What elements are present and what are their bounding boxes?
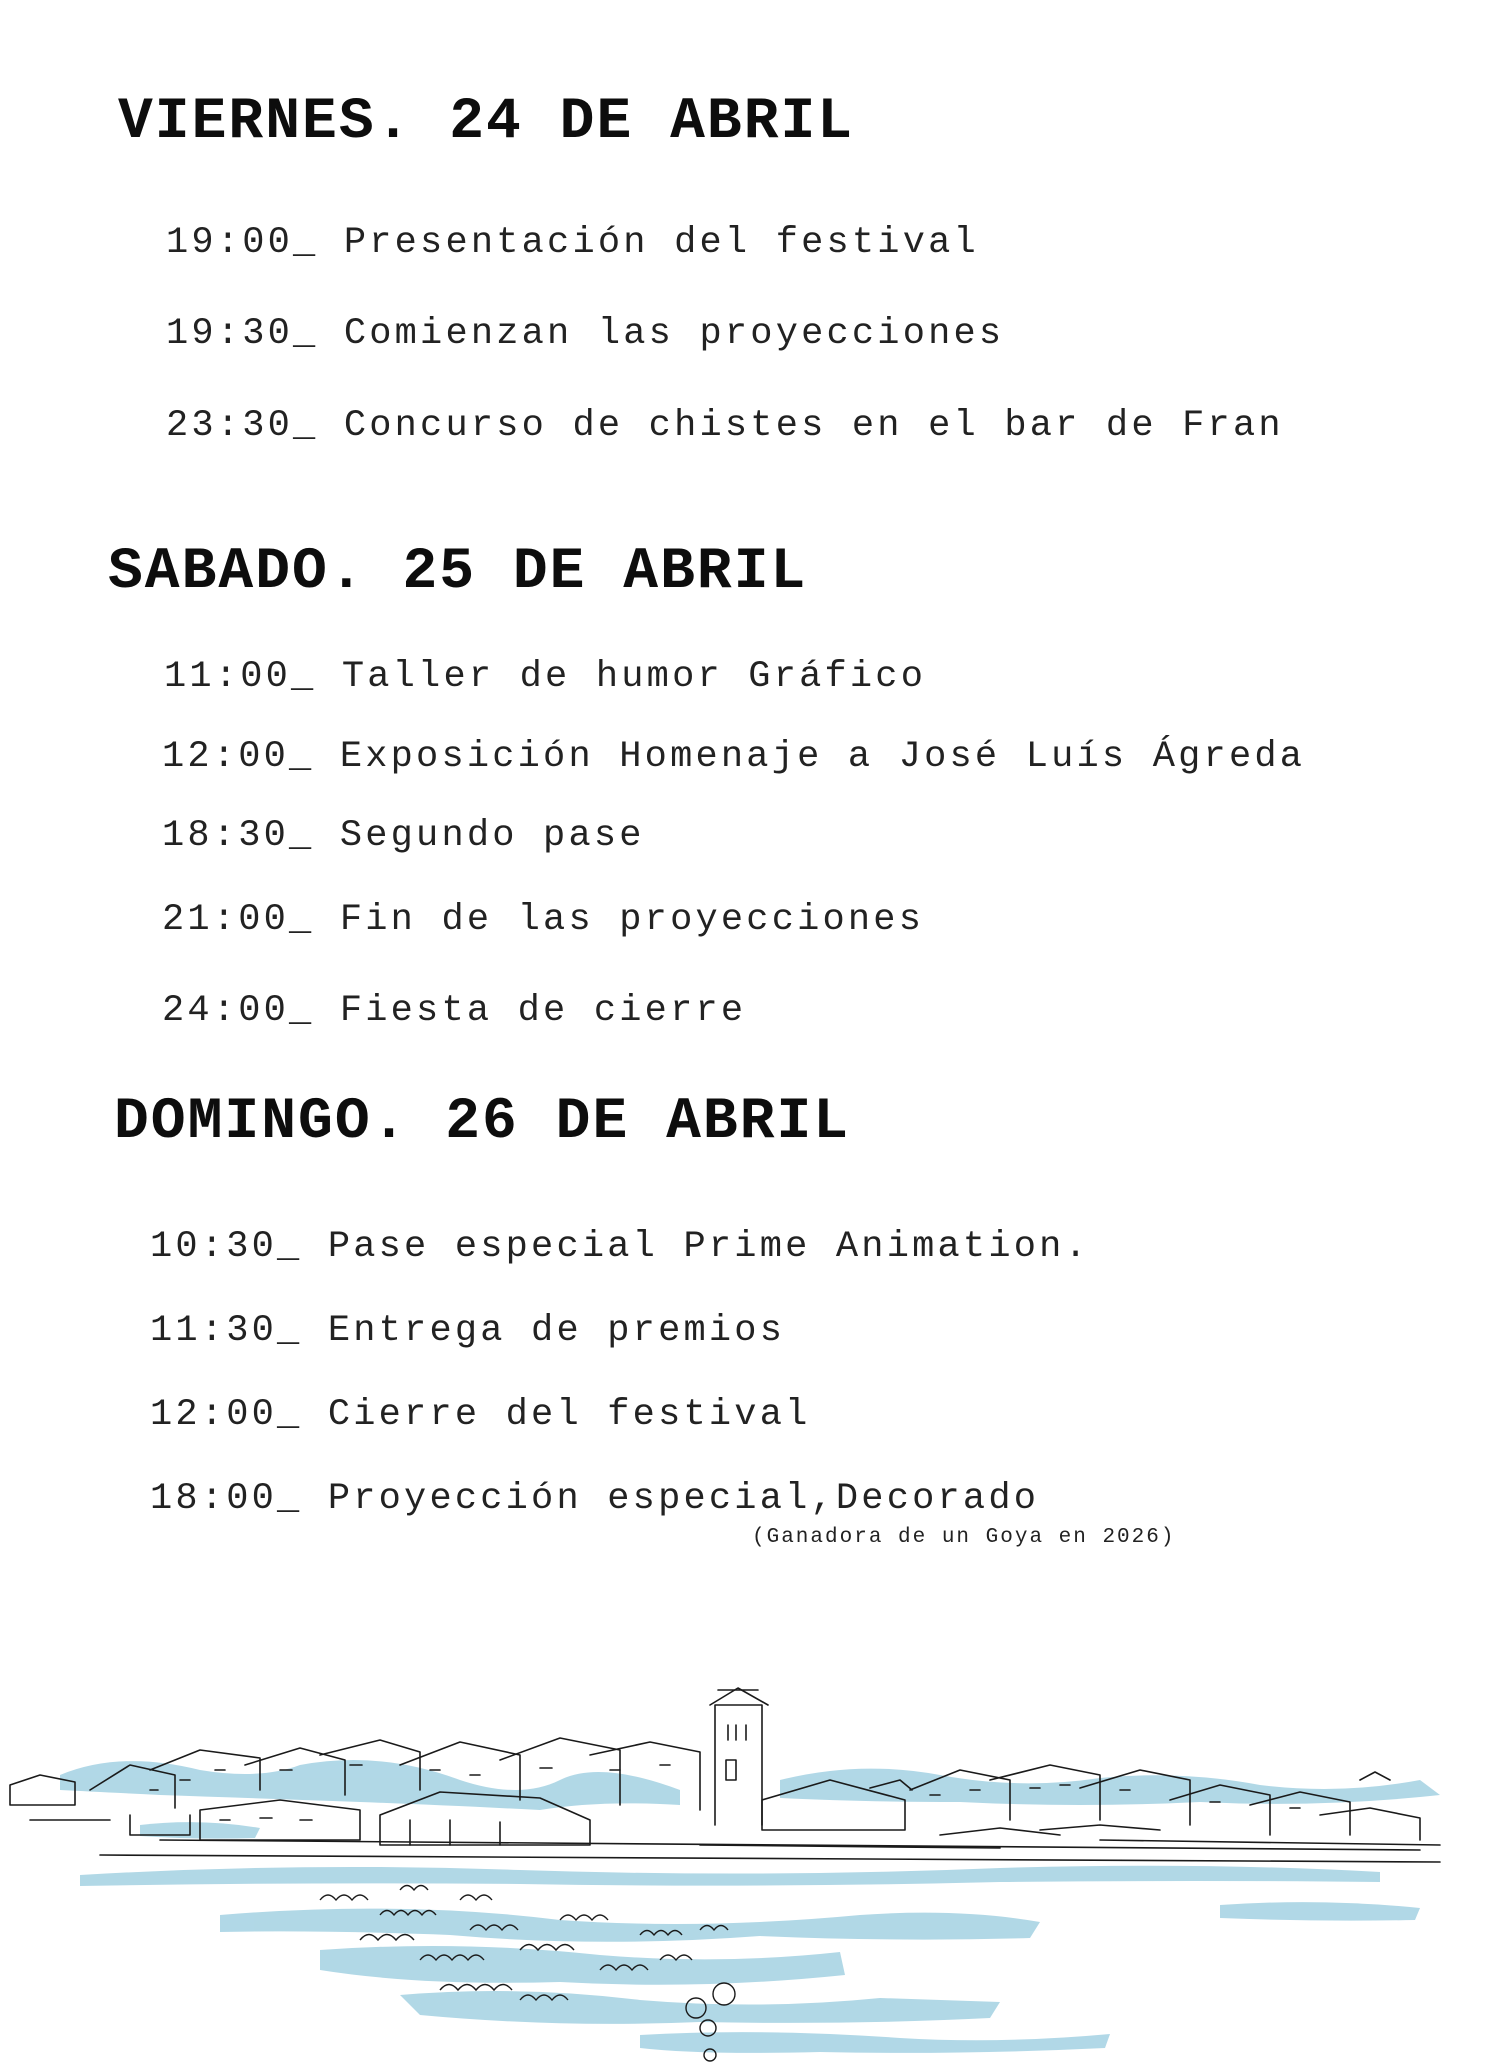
event-item: [166, 313, 1004, 355]
event-time: 11:30_: [150, 1310, 303, 1352]
event-time: 21:00_: [162, 899, 315, 941]
event-note: (Ganadora de un Goya en 2026): [752, 1526, 1176, 1549]
event-label: Comienzan las proyecciones: [343, 313, 1005, 355]
event-item: [166, 405, 1284, 447]
event-label: Proyección especial,Decorado: [327, 1478, 1040, 1520]
event-item: [150, 1478, 1039, 1520]
event-item: [150, 1394, 811, 1436]
event-time: 23:30_: [166, 405, 319, 447]
event-item: [150, 1226, 1090, 1268]
event-time: 12:00_: [162, 736, 315, 778]
event-time: 19:00_: [166, 222, 319, 264]
event-time: 12:00_: [150, 1394, 303, 1436]
event-label: Exposición Homenaje a José Luís Ágreda: [339, 736, 1306, 778]
event-label: Concurso de chistes en el bar de Fran: [343, 405, 1284, 447]
day-heading-friday: VIERNES. 24 DE ABRIL: [118, 90, 855, 155]
event-time: 10:30_: [150, 1226, 303, 1268]
event-label: Cierre del festival: [327, 1394, 811, 1436]
event-label: Pase especial Prime Animation.: [327, 1226, 1090, 1268]
event-item: [166, 222, 979, 264]
day-heading-saturday: SABADO. 25 DE ABRIL: [108, 540, 808, 605]
town-skyline-illustration: [0, 1630, 1502, 2067]
event-label: Presentación del festival: [343, 222, 979, 264]
event-item: [162, 899, 924, 941]
event-item: [162, 990, 746, 1032]
event-time: 18:00_: [150, 1478, 303, 1520]
event-label: Entrega de premios: [327, 1310, 786, 1352]
event-label: Fiesta de cierre: [339, 990, 747, 1032]
day-heading-sunday: DOMINGO. 26 DE ABRIL: [114, 1090, 851, 1155]
event-item: [150, 1310, 785, 1352]
event-label: Taller de humor Gráfico: [341, 656, 927, 698]
event-item: [164, 656, 926, 698]
event-item: [162, 736, 1305, 778]
event-time: 24:00_: [162, 990, 315, 1032]
event-label: Segundo pase: [339, 815, 645, 857]
event-label: Fin de las proyecciones: [339, 899, 925, 941]
watercolor-wash: [60, 1760, 1440, 2053]
event-time: 19:30_: [166, 313, 319, 355]
event-item: [162, 815, 645, 857]
event-time: 18:30_: [162, 815, 315, 857]
event-time: 11:00_: [164, 656, 317, 698]
